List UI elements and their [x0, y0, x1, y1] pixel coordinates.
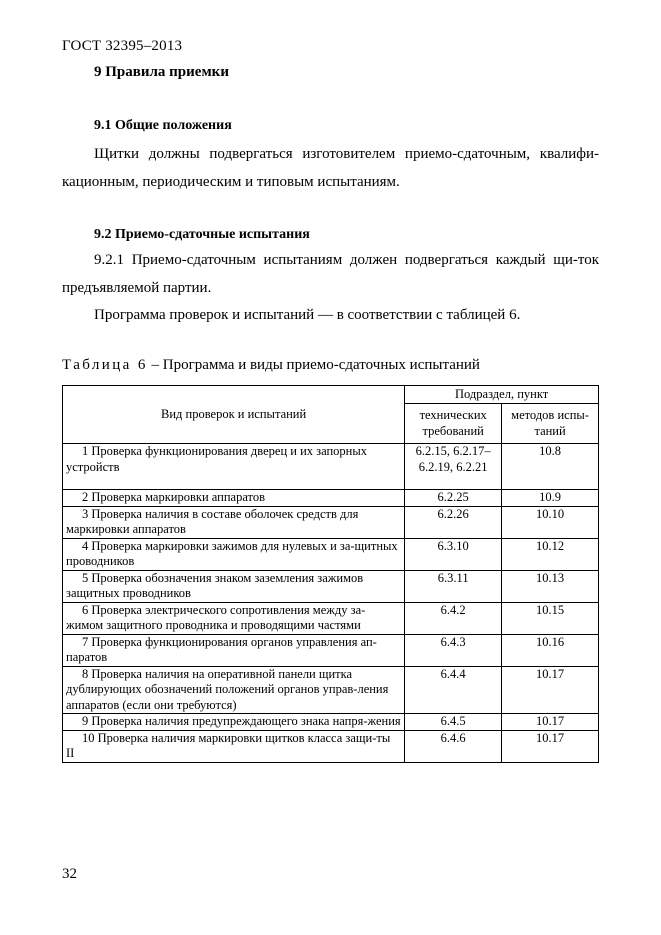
row-test-name: 4 Проверка маркировки зажимов для нулевых и за-щитных проводников: [63, 538, 405, 570]
table-row: [63, 490, 599, 507]
row-requirement-ref: 6.2.26: [405, 506, 502, 538]
row-test-name: 6 Проверка электрического сопротивления между за-жимом защитного проводника и проводящими частями: [63, 602, 405, 634]
row-method-ref: 10.9: [502, 490, 599, 507]
header-subsection-group: Подраздел, пункт: [405, 386, 599, 404]
header-test-methods: методов испы-таний: [502, 404, 599, 444]
row-method-ref: 10.17: [502, 666, 599, 714]
row-requirement-ref: 6.4.3: [405, 634, 502, 666]
row-method-ref: 10.17: [502, 730, 599, 762]
subsection-title-acceptance: 9.2 Приемо-сдаточные испытания: [94, 227, 310, 242]
table-row: [63, 538, 599, 570]
paragraph-program-reference: Программа проверок и испытаний — в соответствии с таблицей 6.: [94, 307, 521, 323]
table-caption-dash: –: [147, 357, 163, 373]
table-row: [63, 730, 599, 762]
row-test-name: 1 Проверка функционирования дверец и их запорных устройств: [63, 444, 405, 490]
subsection-title-general: 9.1 Общие положения: [94, 118, 232, 133]
row-requirement-ref: 6.3.10: [405, 538, 502, 570]
standard-header: ГОСТ 32395–2013: [62, 38, 183, 54]
row-test-name: 5 Проверка обозначения знаком заземления зажимов защитных проводников: [63, 570, 405, 602]
section-title: 9 Правила приемки: [94, 64, 229, 80]
paragraph-general: Щитки должны подвергаться изготовителем приемо-сдаточным, квалифи-кационным, периодическим и типовым испытаниям.: [62, 146, 599, 190]
row-test-name: 9 Проверка наличия предупреждающего знака напря-жения: [63, 714, 405, 731]
row-method-ref: 10.13: [502, 570, 599, 602]
row-method-ref: 10.15: [502, 602, 599, 634]
table-caption-label: Таблица 6: [62, 357, 148, 373]
row-requirement-ref: 6.4.5: [405, 714, 502, 731]
row-method-ref: 10.12: [502, 538, 599, 570]
row-test-name: 3 Проверка наличия в составе оболочек средств для маркировки аппаратов: [63, 506, 405, 538]
page-number: 32: [62, 866, 77, 882]
table-row: [63, 506, 599, 538]
row-requirement-ref: 6.4.2: [405, 602, 502, 634]
row-requirement-ref: 6.4.4: [405, 666, 502, 714]
row-method-ref: 10.16: [502, 634, 599, 666]
acceptance-tests-table: [62, 385, 599, 763]
row-method-ref: 10.8: [502, 444, 599, 490]
paragraph-acceptance-scope: 9.2.1 Приемо-сдаточным испытаниям должен подвергаться каждый щи-ток предъявляемой партии.: [62, 252, 599, 296]
row-test-name: 8 Проверка наличия на оперативной панели щитка дублирующих обозначений положений органов управ-ления аппаратов (если они требуются): [63, 666, 405, 714]
table-caption-text: Программа и виды приемо-сдаточных испытаний: [162, 357, 480, 373]
row-test-name: 7 Проверка функционирования органов управления ап-паратов: [63, 634, 405, 666]
row-test-name: 10 Проверка наличия маркировки щитков класса защи-ты II: [63, 730, 405, 762]
row-method-ref: 10.10: [502, 506, 599, 538]
row-requirement-ref: 6.4.6: [405, 730, 502, 762]
row-requirement-ref: 6.3.11: [405, 570, 502, 602]
header-test-type: Вид проверок и испытаний: [63, 386, 405, 444]
table-caption: [62, 357, 480, 374]
row-test-name: 2 Проверка маркировки аппаратов: [63, 490, 405, 507]
row-requirement-ref: 6.2.25: [405, 490, 502, 507]
table-row: [63, 570, 599, 602]
table-row: [63, 602, 599, 634]
row-method-ref: 10.17: [502, 714, 599, 731]
table-row: [63, 714, 599, 731]
table-row: [63, 444, 599, 490]
table-row: [63, 666, 599, 714]
row-requirement-ref: 6.2.15, 6.2.17–6.2.19, 6.2.21: [405, 444, 502, 490]
header-technical-requirements: технических требований: [405, 404, 502, 444]
table-row: [63, 634, 599, 666]
